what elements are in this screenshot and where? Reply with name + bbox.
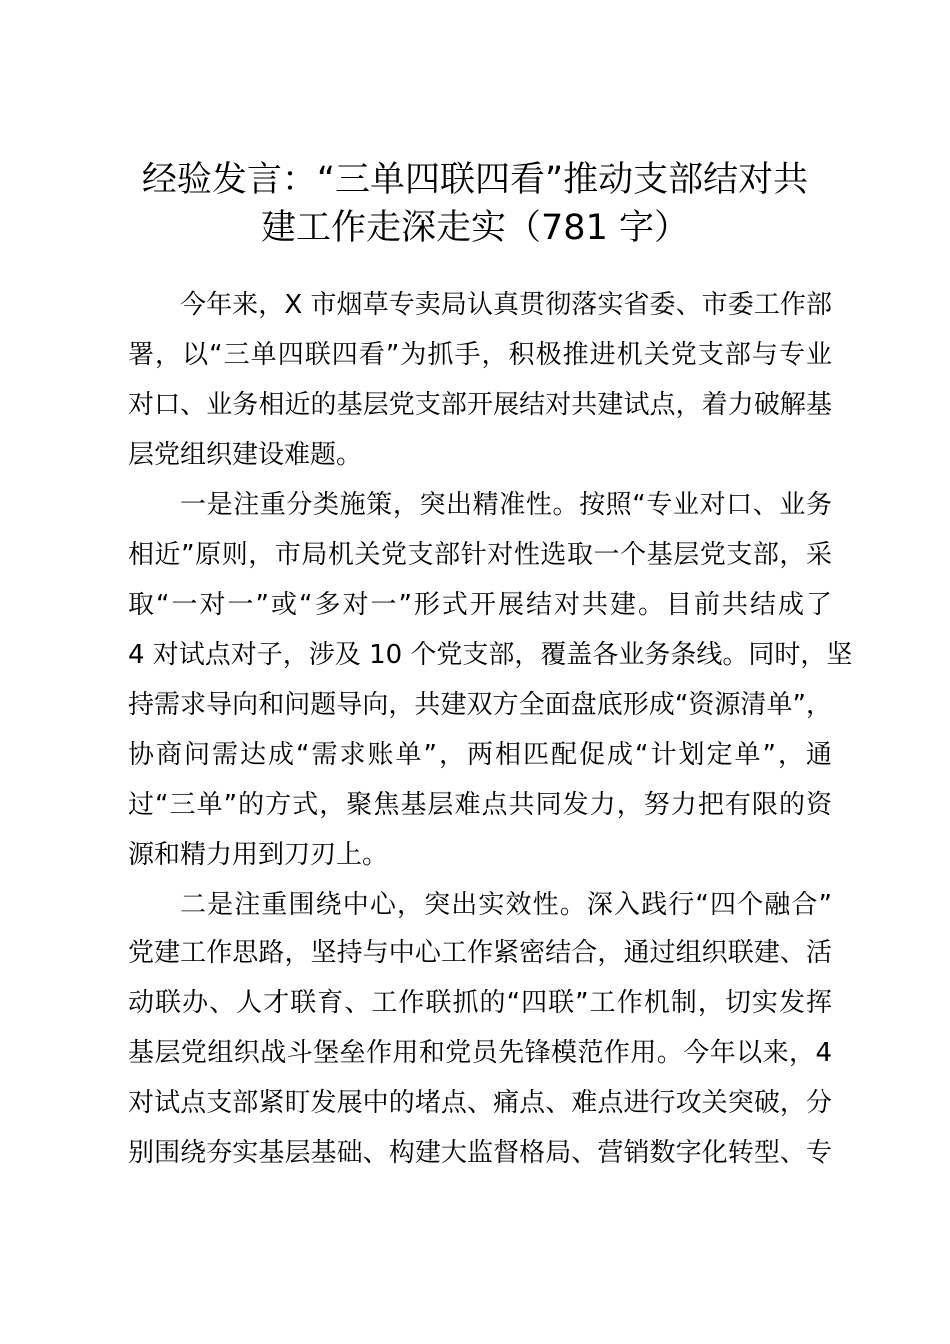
paragraph-line: 取“一对一”或“多对一”形式开展结对共建。目前共结成了 bbox=[128, 590, 832, 620]
paragraph-line: 相近”原则，市局机关党支部针对性选取一个基层党支部，采 bbox=[128, 540, 832, 570]
paragraph-line: 二是注重围绕中心，突出实效性。深入践行“四个融合” bbox=[180, 890, 832, 920]
paragraph-line: 层党组织建设难题。 bbox=[128, 440, 363, 470]
paragraph-line: 4 对试点对子，涉及 10 个党支部，覆盖各业务条线。同时，坚 bbox=[128, 640, 853, 670]
paragraph-line: 对试点支部紧盯发展中的堵点、痛点、难点进行攻关突破，分 bbox=[128, 1088, 832, 1118]
paragraph-line: 基层党组织战斗堡垒作用和党员先锋模范作用。今年以来，4 bbox=[128, 1038, 832, 1068]
paragraph-line: 别围绕夯实基层基础、构建大监督格局、营销数字化转型、专 bbox=[128, 1138, 832, 1168]
paragraph-line: 持需求导向和问题导向，共建双方全面盘底形成“资源清单”， bbox=[128, 690, 832, 720]
paragraph-line: 协商问需达成“需求账单”，两相匹配促成“计划定单”，通 bbox=[128, 740, 832, 770]
paragraph-line: 源和精力用到刀刃上。 bbox=[128, 840, 389, 870]
document-title-line-1: 经验发言：“三单四联四看”推动支部结对共 bbox=[141, 160, 809, 200]
paragraph-line: 动联办、人才联育、工作联抓的“四联”工作机制，切实发挥 bbox=[128, 988, 832, 1018]
paragraph-line: 对口、业务相近的基层党支部开展结对共建试点，着力破解基 bbox=[128, 390, 832, 420]
paragraph-line: 一是注重分类施策，突出精准性。按照“专业对口、业务 bbox=[180, 490, 832, 520]
paragraph-line: 今年来，X 市烟草专卖局认真贯彻落实省委、市委工作部 bbox=[180, 290, 832, 320]
paragraph-line: 署，以“三单四联四看”为抓手，积极推进机关党支部与专业 bbox=[128, 340, 832, 370]
document-title-line-2: 建工作走深走实（781 字） bbox=[261, 208, 689, 248]
paragraph-line: 党建工作思路，坚持与中心工作紧密结合，通过组织联建、活 bbox=[128, 938, 832, 968]
paragraph-line: 过“三单”的方式，聚焦基层难点共同发力，努力把有限的资 bbox=[128, 790, 832, 820]
